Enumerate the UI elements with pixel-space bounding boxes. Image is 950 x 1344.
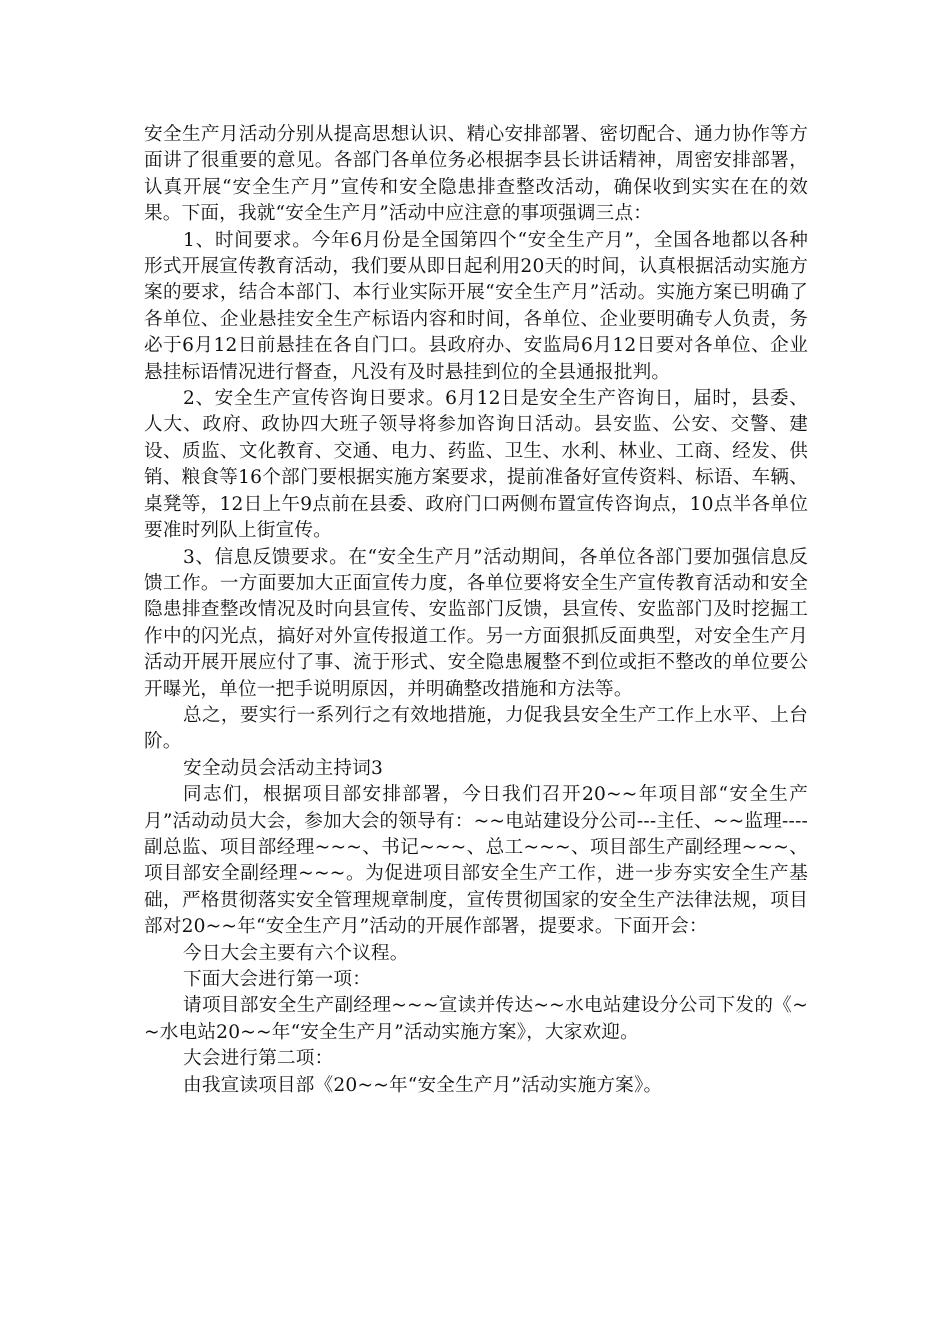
paragraph-summary: 总之，要实行一系列行之有效地措施，力促我县安全生产工作上水平、上台阶。 xyxy=(144,704,808,753)
document-body xyxy=(144,122,808,1099)
paragraph-item-one: 下面大会进行第一项： xyxy=(183,969,371,990)
paragraph-item-one-detail: 请项目部安全生产副经理~~~宣读并传达~~水电站建设分公司下发的《~~水电站20~~年“安全生产月”活动实施方案》，大家欢迎。 xyxy=(144,995,808,1043)
paragraph-item-two-detail: 由我宣读项目部《20~~年“安全生产月”活动实施方案》。 xyxy=(183,1074,663,1096)
paragraph-info-feedback: 3、信息反馈要求。在“安全生产月”活动期间，各单位各部门要加强信息反馈工作。一方面要加大正面宣传力度，各单位要将安全生产宣传教育活动和安全隐患排查整改情况及时向县宣传、安监部门反馈，县宣传、安监部门及时挖掘工作中的闪光点，搞好对外宣传报道工作。另一方面狠抓反面典型，对安全生产月活动开展开展应付了事、流于形式、安全隐患履整不到位或拒不整改的单位要公开曝光，单位一把手说明原因，并明确整改措施和方法等。 xyxy=(144,546,808,700)
paragraph-item-two: 大会进行第二项： xyxy=(183,1048,334,1070)
paragraph-agenda: 今日大会主要有六个议程。 xyxy=(183,942,409,964)
paragraph-consultation-day: 2、安全生产宣传咨询日要求。6月12日是安全生产咨询日，届时，县委、人大、政府、政协四大班子领导将参加咨询日活动。县安监、公安、交警、建设、质监、文化教育、交通、电力、药监、卫生、水利、林业、工商、经发、供销、粮食等16个部门要根据实施方案要求，提前准备好宣传资料、标语、车辆、桌凳等，12日上午9点前在县委、政府门口两侧布置宣传咨询点，10点半各单位要准时列队上街宣传。 xyxy=(144,388,808,542)
section-heading: 安全动员会活动主持词3 xyxy=(183,757,384,779)
paragraph-opening: 同志们，根据项目部安排部署，今日我们召开20~~年项目部“安全生产月”活动动员大会，参加大会的领导有：~~电站建设分公司---主任、~~监理----副总监、项目部经理~~~、书记~~~、总工~~~、项目部生产副经理~~~、项目部安全副经理~~~。为促进项目部安全生产工作，进一步夯实安全生产基础，严格贯彻落实安全管理规章制度，宣传贯彻国家的安全生产法律法规，项目部对20~~年“安全生产月”活动的开展作部署，提要求。下面开会： xyxy=(144,784,808,938)
paragraph-time-requirement: 1、时间要求。今年6月份是全国第四个“安全生产月”，全国各地都以各种形式开展宣传教育活动，我们要从即日起利用20天的时间，认真根据活动实施方案的要求，结合本部门、本行业实际开展“安全生产月”活动。实施方案已明确了各单位、企业悬挂安全生产标语内容和时间，各单位、企业要明确专人负责，务必于6月12日前悬挂在各自门口。县政府办、安监局6月12日要对各单位、企业悬挂标语情况进行督查，凡没有及时悬挂到位的全县通报批判。 xyxy=(144,229,808,383)
paragraph-intro: 安全生产月活动分别从提高思想认识、精心安排部署、密切配合、通力协作等方面讲了很重要的意见。各部门各单位务必根据李县长讲话精神，周密安排部署，认真开展“安全生产月”宣传和安全隐患排查整改活动，确保收到实实在在的效果。下面，我就“安全生产月”活动中应注意的事项强调三点： xyxy=(144,124,808,225)
